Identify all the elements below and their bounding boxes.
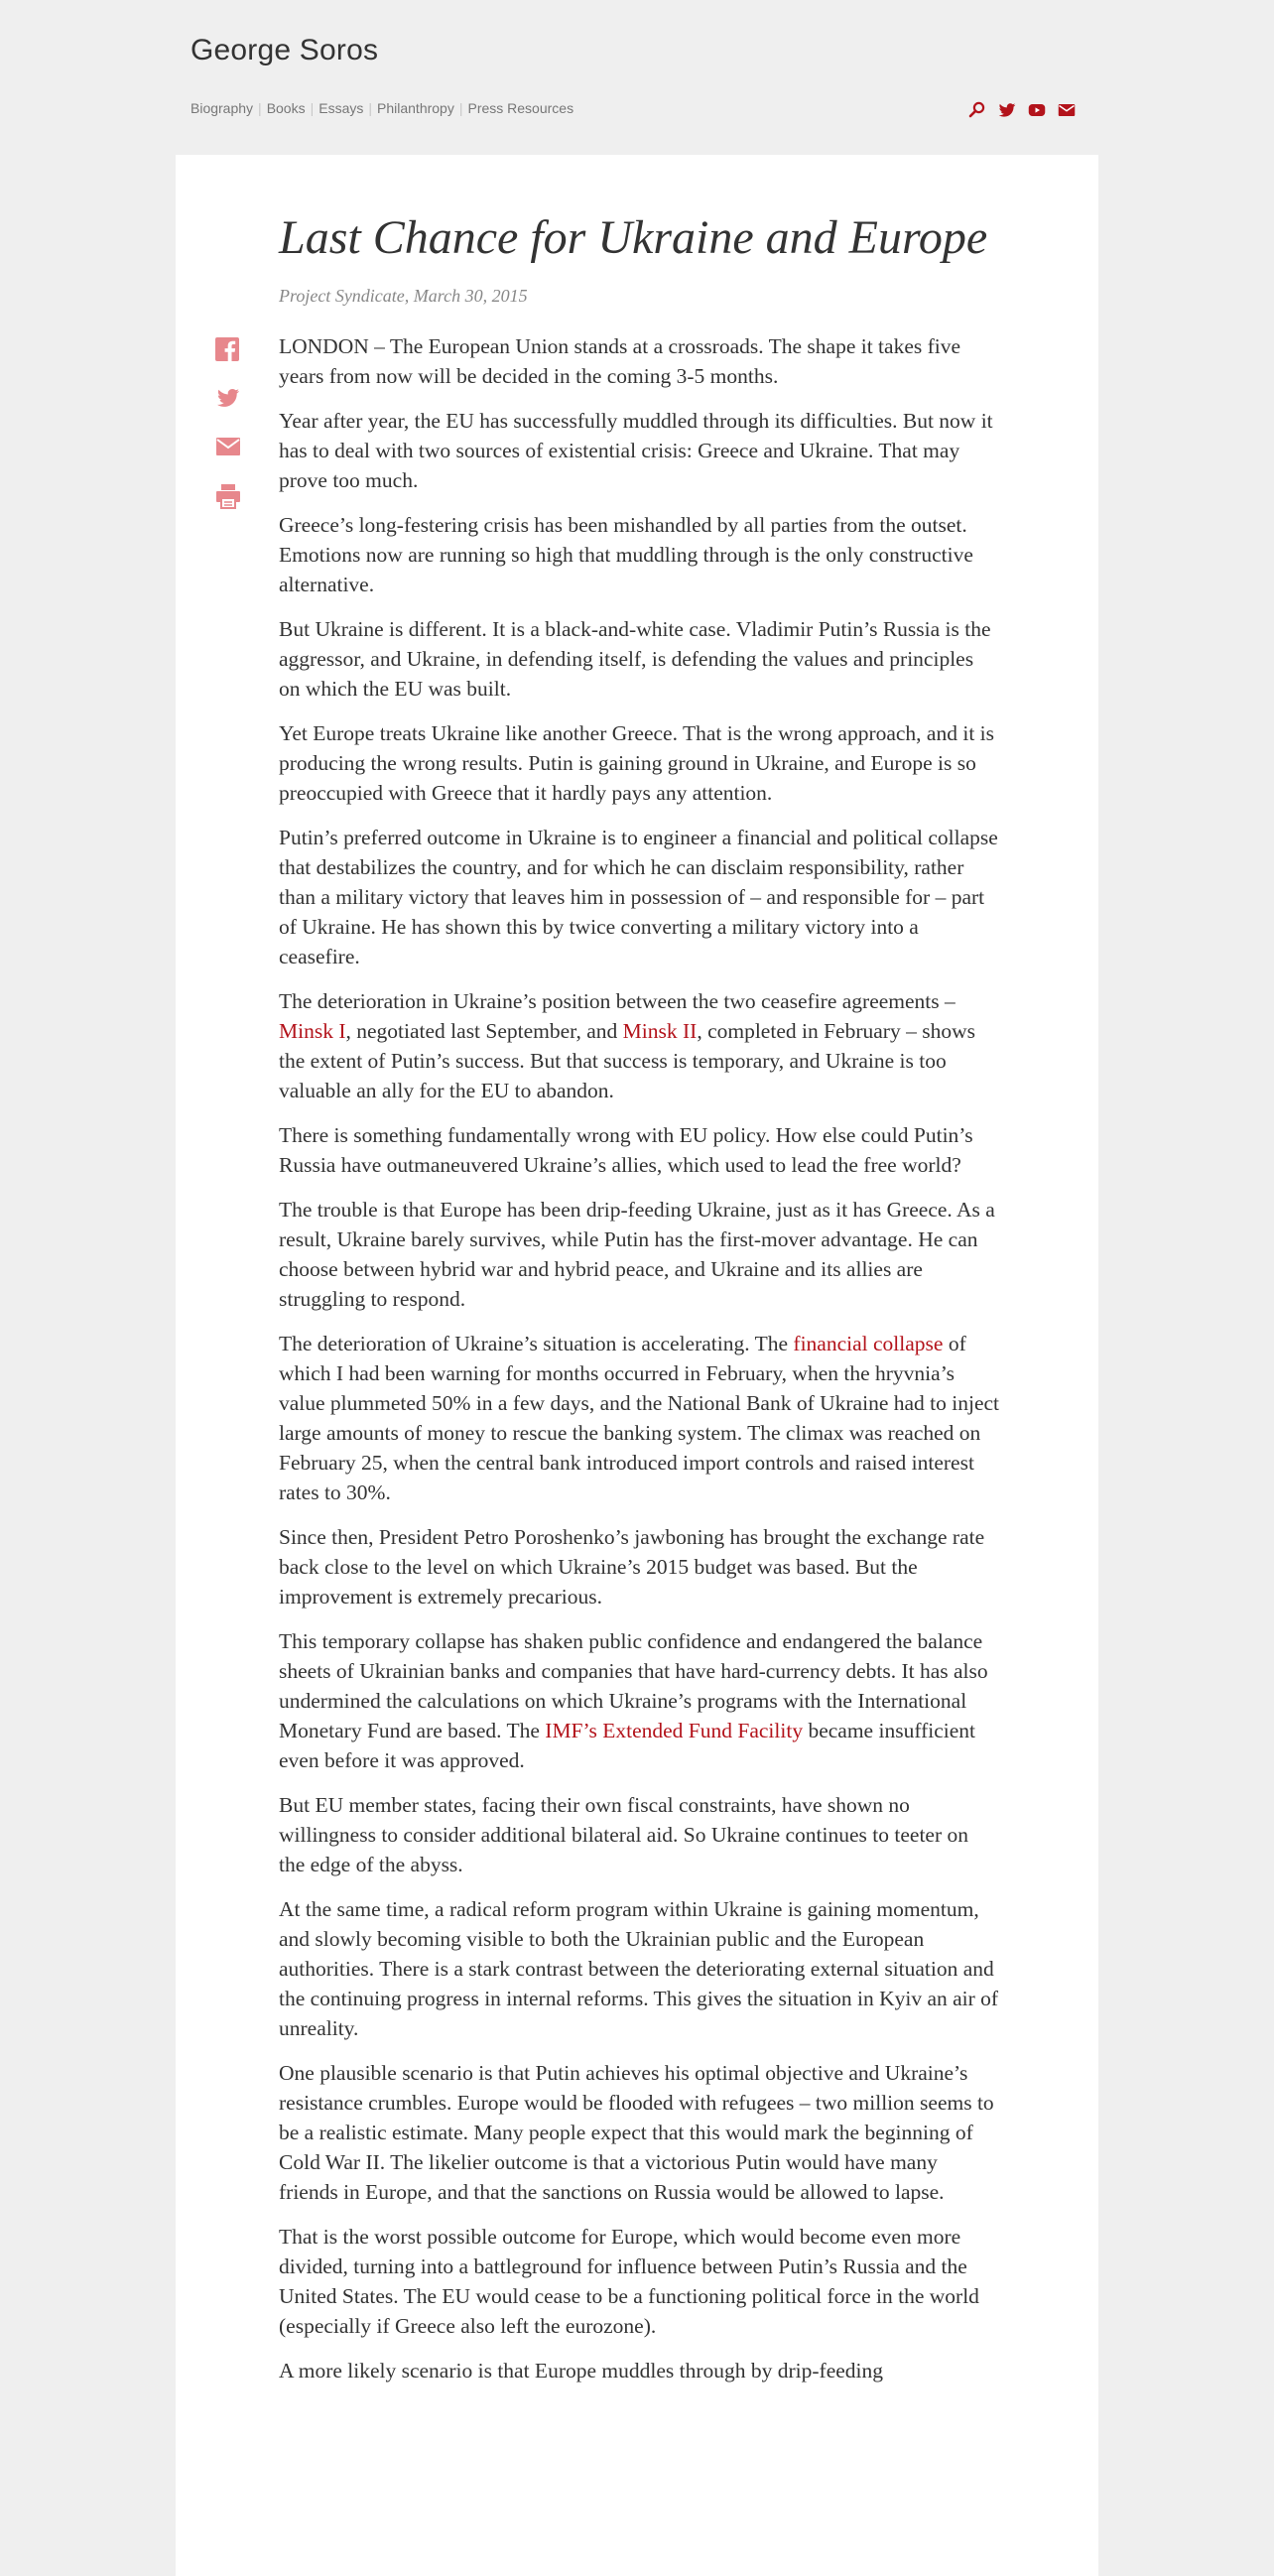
financial-collapse-link[interactable]: financial collapse — [793, 1332, 944, 1355]
article-paragraph: But Ukraine is different. It is a black-and-white case. Vladimir Putin’s Russia is the aggressor, and Ukraine, in defending itself, is defending the values and principles on which the EU was built. — [279, 617, 991, 701]
nav-separator: | — [258, 100, 262, 116]
site-header — [0, 0, 1274, 155]
nav-separator: | — [368, 100, 373, 116]
main-nav — [191, 100, 573, 116]
article-paragraph: Putin’s preferred outcome in Ukraine is to engineer a financial and political collapse that destabilizes the country, and for which he can disclaim responsibility, rather than a military victory that leaves him in possession of – and responsible for – part of Ukraine. He has shown this by twice converting a military victory into a ceasefire. — [279, 826, 998, 968]
nav-biography[interactable]: Biography — [191, 100, 254, 116]
article-body — [279, 331, 999, 2400]
nav-separator: | — [310, 100, 315, 116]
share-bar — [215, 337, 241, 507]
article-paragraph: Since then, President Petro Poroshenko’s jawboning has brought the exchange rate back close to the level on which Ukraine’s 2015 budget was based. But the improvement is extremely precarious. — [279, 1525, 985, 1609]
email-icon[interactable] — [215, 435, 241, 458]
article-paragraph — [279, 1329, 999, 1507]
paragraph-text: , negotiated last September, and — [345, 1019, 623, 1043]
youtube-icon[interactable] — [1028, 101, 1046, 119]
header-social-links — [968, 101, 1076, 119]
paragraph-text: of which I had been warning for months occurred in February, when the hryvnia’s value plummeted 50% in a few days, and the National Bank of Ukraine had to inject large amounts of money to rescue the banking system. The climax was reached on February 25, when the central bank introduced import controls and raised interest rates to 30%. — [279, 1332, 1000, 1504]
print-icon[interactable] — [215, 483, 241, 507]
paragraph-text: became insufficient even before it was approved. — [279, 1719, 975, 1772]
paragraph-text: This temporary collapse has shaken public confidence and endangered the balance sheets of Ukrainian banks and companies that have hard-currency debts. It has also undermined the calculations on which Ukraine’s programs with the International Monetary Fund are based. The — [279, 1629, 988, 1742]
imf-eff-link[interactable]: IMF’s Extended Fund Facility — [545, 1719, 804, 1742]
paragraph-text: The deterioration of Ukraine’s situation is accelerating. The — [279, 1332, 794, 1355]
article-title: Last Chance for Ukraine and Europe — [279, 211, 988, 264]
article-paragraph: LONDON – The European Union stands at a crossroads. The shape it takes five years from now will be decided in the coming 3-5 months. — [279, 334, 961, 388]
search-icon[interactable] — [968, 101, 986, 119]
article-paragraph — [279, 986, 999, 1105]
twitter-icon[interactable] — [215, 386, 241, 410]
article-paragraph — [279, 1626, 999, 1775]
article-paragraph: That is the worst possible outcome for Europe, which would become even more divided, turning into a battleground for influence between Putin’s Russia and the United States. The EU would cease to be a functioning political force in the world (especially if Greece also left the eurozone). — [279, 2225, 979, 2338]
paragraph-text: The deterioration in Ukraine’s position between the two ceasefire agreements – — [279, 989, 956, 1013]
article-paragraph: The trouble is that Europe has been drip-feeding Ukraine, just as it has Greece. As a result, Ukraine barely survives, while Putin has the first-mover advantage. He can choose between hybrid war and hybrid peace, and Ukraine and its allies are struggling to respond. — [279, 1198, 995, 1311]
article-paragraph: One plausible scenario is that Putin achieves his optimal objective and Ukraine’s resistance crumbles. Europe would be flooded with refugees – two million seems to be a realistic estimate. Many people expect that this would mark the beginning of Cold War II. The likelier outcome is that a victorious Putin would have many friends in Europe, and that the sanctions on Russia would be allowed to lapse. — [279, 2061, 994, 2204]
article-byline: Project Syndicate, March 30, 2015 — [279, 286, 528, 306]
nav-separator: | — [458, 100, 463, 116]
article-paragraph: Year after year, the EU has successfully muddled through its difficulties. But now it has to deal with two sources of existential crisis: Greece and Ukraine. That may prove too much. — [279, 409, 993, 492]
nav-essays[interactable]: Essays — [318, 100, 364, 116]
nav-books[interactable]: Books — [266, 100, 306, 116]
site-title[interactable]: George Soros — [191, 34, 379, 66]
article-card — [176, 155, 1098, 2576]
article-paragraph: But EU member states, facing their own fiscal constraints, have shown no willingness to consider additional bilateral aid. So Ukraine continues to teeter on the edge of the abyss. — [279, 1793, 968, 1876]
article-paragraph: A more likely scenario is that Europe muddles through by drip-feeding — [279, 2359, 884, 2383]
nav-press-resources[interactable]: Press Resources — [467, 100, 574, 116]
article-paragraph: Greece’s long-festering crisis has been mishandled by all parties from the outset. Emotions now are running so high that muddling through is the only constructive alternative. — [279, 513, 973, 596]
nav-philanthropy[interactable]: Philanthropy — [377, 100, 454, 116]
facebook-icon[interactable] — [215, 337, 241, 361]
email-icon[interactable] — [1058, 101, 1076, 119]
article-paragraph: Yet Europe treats Ukraine like another Greece. That is the wrong approach, and it is producing the wrong results. Putin is gaining ground in Ukraine, and Europe is so preoccupied with Greece that it hardly pays any attention. — [279, 721, 995, 805]
twitter-icon[interactable] — [998, 101, 1016, 119]
minsk-ii-link[interactable]: Minsk II — [622, 1019, 698, 1043]
article-paragraph: There is something fundamentally wrong with EU policy. How else could Putin’s Russia have outmaneuvered Ukraine’s allies, which used to lead the free world? — [279, 1123, 973, 1177]
paragraph-text: , completed in February – shows the extent of Putin’s success. But that success is temporary, and Ukraine is too valuable an ally for the EU to abandon. — [279, 1019, 975, 1102]
article-paragraph: At the same time, a radical reform program within Ukraine is gaining momentum, and slowly becoming visible to both the Ukrainian public and the European authorities. There is a stark contrast between the deteriorating external situation and the continuing progress in internal reforms. This gives the situation in Kyiv an air of unreality. — [279, 1897, 999, 2040]
minsk-i-link[interactable]: Minsk I — [279, 1019, 346, 1043]
